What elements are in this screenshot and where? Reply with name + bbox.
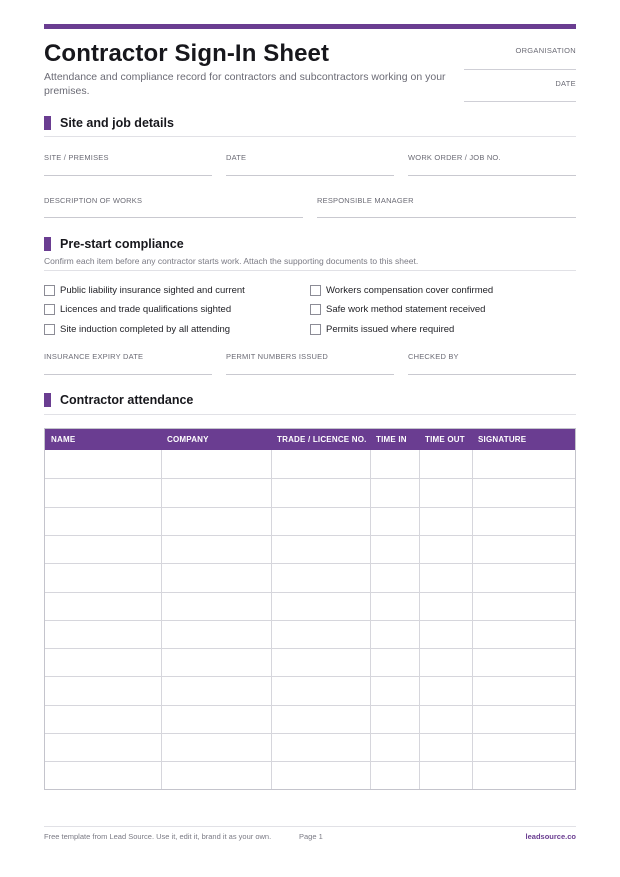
table-row-divider	[45, 733, 575, 734]
table-column-divider	[271, 450, 272, 789]
page-title: Contractor Sign-In Sheet	[44, 40, 330, 67]
column-header-trade: TRADE / LICENCE NO.	[277, 435, 367, 444]
table-row-divider	[45, 507, 575, 508]
table-row-divider	[45, 648, 575, 649]
page-number: Page 1	[299, 832, 323, 841]
work-order-field[interactable]	[408, 175, 576, 176]
organisation-label: ORGANISATION	[515, 46, 576, 55]
column-header-time-out: TIME OUT	[425, 435, 465, 444]
attendance-section-title: Contractor attendance	[60, 393, 194, 407]
check-label: Workers compensation cover confirmed	[326, 285, 494, 296]
organisation-field[interactable]	[464, 69, 576, 70]
table-row-divider	[45, 478, 575, 479]
section-marker	[44, 393, 51, 407]
insurance-expiry-field[interactable]	[44, 374, 212, 375]
section-marker	[44, 116, 51, 130]
checked-by-label: CHECKED BY	[408, 352, 459, 361]
footer-note: Free template from Lead Source. Use it, edit it, brand it as your own.	[44, 832, 272, 841]
section-divider	[44, 270, 576, 271]
responsible-manager-field[interactable]	[317, 217, 576, 218]
attendance-section-heading	[44, 393, 576, 417]
checkbox[interactable]	[310, 285, 321, 296]
site-premises-field[interactable]	[44, 175, 212, 176]
header-date-field[interactable]	[464, 101, 576, 102]
table-row-divider	[45, 761, 575, 762]
footer-link[interactable]: leadsource.co	[525, 832, 576, 841]
accent-top-bar	[44, 24, 576, 29]
checkbox[interactable]	[44, 285, 55, 296]
column-header-name: NAME	[51, 435, 76, 444]
check-label: Licences and trade qualifications sighted	[60, 304, 232, 315]
column-header-time-in: TIME IN	[376, 435, 407, 444]
check-label: Public liability insurance sighted and current	[60, 285, 245, 296]
table-column-divider	[370, 450, 371, 789]
table-row-divider	[45, 592, 575, 593]
attendance-table	[44, 428, 576, 790]
description-label: DESCRIPTION OF WORKS	[44, 196, 143, 205]
table-row-divider	[45, 620, 575, 621]
table-column-divider	[419, 450, 420, 789]
checkbox[interactable]	[44, 304, 55, 315]
table-row-divider	[45, 563, 575, 564]
column-header-signature: SIGNATURE	[478, 435, 527, 444]
site-premises-label: SITE / PREMISES	[44, 153, 109, 162]
checkbox[interactable]	[310, 324, 321, 335]
section-divider	[44, 414, 576, 415]
section-marker	[44, 237, 51, 251]
table-column-divider	[472, 450, 473, 789]
page-subtitle: Attendance and compliance record for contractors and subcontractors working on your premises.	[44, 71, 446, 97]
check-label: Safe work method statement received	[326, 304, 486, 315]
job-date-label: DATE	[226, 153, 247, 162]
description-field[interactable]	[44, 217, 303, 218]
site-section-heading	[44, 116, 576, 140]
permit-numbers-field[interactable]	[226, 374, 394, 375]
footer-divider	[44, 826, 576, 827]
table-header	[45, 429, 575, 450]
permit-numbers-label: PERMIT NUMBERS ISSUED	[226, 352, 328, 361]
work-order-label: WORK ORDER / JOB NO.	[408, 153, 501, 162]
compliance-section-title: Pre-start compliance	[60, 237, 184, 251]
checkbox[interactable]	[44, 324, 55, 335]
table-row-divider	[45, 676, 575, 677]
checked-by-field[interactable]	[408, 374, 576, 375]
responsible-manager-label: RESPONSIBLE MANAGER	[317, 196, 414, 205]
column-header-company: COMPANY	[167, 435, 209, 444]
section-divider	[44, 136, 576, 137]
job-date-field[interactable]	[226, 175, 394, 176]
insurance-expiry-label: INSURANCE EXPIRY DATE	[44, 352, 144, 361]
check-label: Site induction completed by all attending	[60, 324, 231, 335]
check-label: Permits issued where required	[326, 324, 455, 335]
checkbox[interactable]	[310, 304, 321, 315]
table-row-divider	[45, 705, 575, 706]
header-date-label: DATE	[555, 79, 576, 88]
site-section-title: Site and job details	[60, 116, 174, 130]
compliance-note: Confirm each item before any contractor starts work. Attach the supporting documents to this sheet.	[44, 256, 419, 266]
table-row-divider	[45, 535, 575, 536]
table-column-divider	[161, 450, 162, 789]
